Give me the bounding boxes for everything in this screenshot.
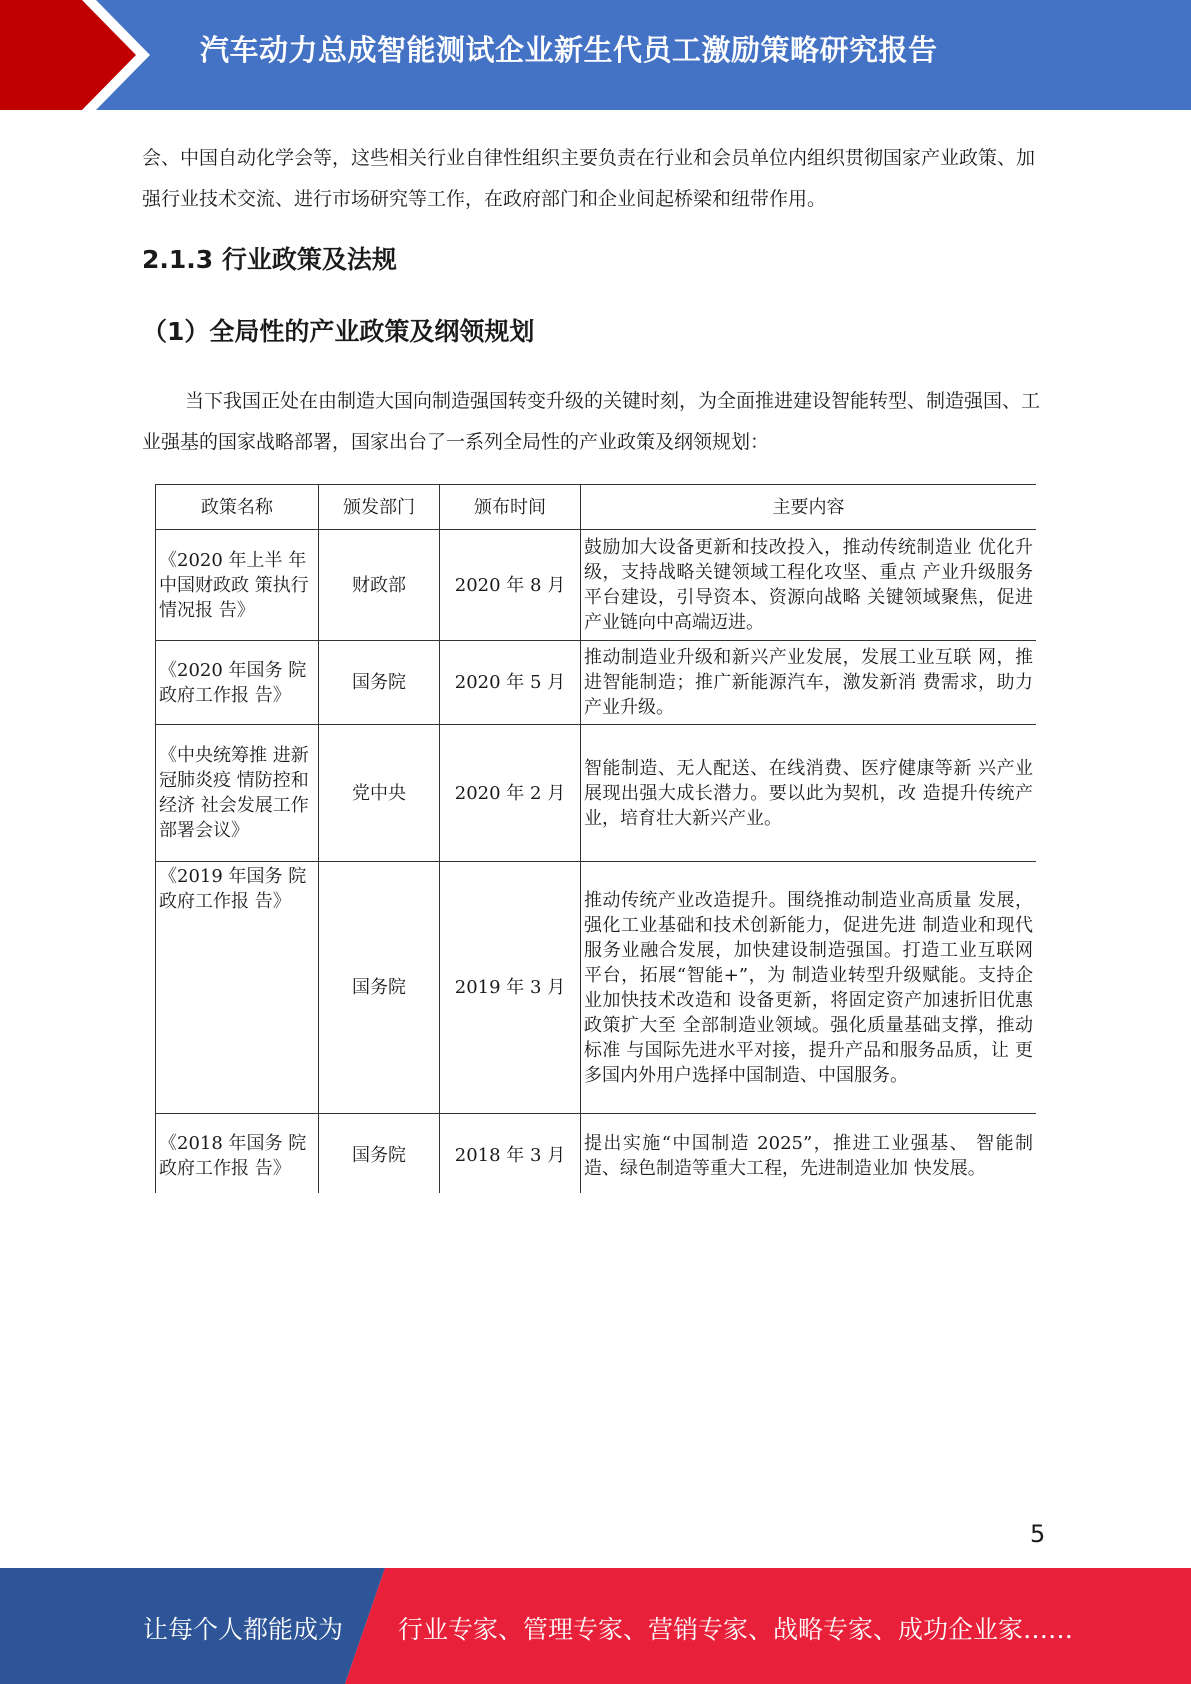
policy-table <box>155 484 1036 1193</box>
page-footer <box>0 1568 1191 1684</box>
column-header-dept: 颁发部门 <box>319 485 440 530</box>
policy-dept-cell: 国务院 <box>319 641 440 725</box>
column-header-name: 政策名称 <box>156 485 319 530</box>
policy-content-cell: 推动传统产业改造提升。围绕推动制造业高质量 发展，强化工业基础和技术创新能力，促进先进 制造业和现代服务业融合发展，加快建设制造强国。打造工业互联网平台，拓展“智能+”，为 制造业转型升级赋能。支持企业加快技术改造和 设备更新，将固定资产加速折旧优惠政策扩大至 全部制造业领域。强化质量基础支撑，推动标准 与国际先进水平对接，提升产品和服务品质，让 更多国内外用户选择中国制造、中国服务。 <box>581 862 1037 1114</box>
policy-content-cell: 智能制造、无人配送、在线消费、医疗健康等新 兴产业展现出强大成长潜力。要以此为契机，改 造提升传统产业，培育壮大新兴产业。 <box>581 725 1037 862</box>
policy-table-wrapper <box>155 484 1036 1193</box>
policy-content-cell: 推动制造业升级和新兴产业发展，发展工业互联 网，推进智能制造；推广新能源汽车，激发新消 费需求，助力产业升级。 <box>581 641 1037 725</box>
table-row <box>156 641 1037 725</box>
footer-slogan-right: 行业专家、管理专家、营销专家、战略专家、成功企业家…… <box>398 1615 1074 1644</box>
report-title: 汽车动力总成智能测试企业新生代员工激励策略研究报告 <box>200 33 938 67</box>
policy-date-cell: 2019 年 3 月 <box>440 862 581 1114</box>
section-heading: 2.1.3 行业政策及法规 <box>142 245 397 274</box>
policy-name-cell: 《2018 年国务 院政府工作报 告》 <box>156 1114 319 1194</box>
policy-dept-cell: 国务院 <box>319 862 440 1114</box>
policy-dept-cell: 财政部 <box>319 530 440 641</box>
policy-name-cell: 《2019 年国务 院政府工作报 告》 <box>156 862 319 1114</box>
table-row <box>156 862 1037 1114</box>
policy-date-cell: 2018 年 3 月 <box>440 1114 581 1194</box>
table-row <box>156 1114 1037 1194</box>
policy-dept-cell: 党中央 <box>319 725 440 862</box>
page-number: 5 <box>1030 1520 1046 1548</box>
page-header <box>0 0 1191 110</box>
policy-name-cell: 《中央统筹推 进新冠肺炎疫 情防控和经济 社会发展工作 部署会议》 <box>156 725 319 862</box>
body-paragraph: 当下我国正处在由制造大国向制造强国转变升级的关键时刻，为全面推进建设智能转型、制造强国、工业强基的国家战略部署，国家出台了一系列全局性的产业政策及纲领规划： <box>142 390 1041 453</box>
policy-date-cell: 2020 年 5 月 <box>440 641 581 725</box>
policy-content-cell: 鼓励加大设备更新和技改投入，推动传统制造业 优化升级，支持战略关键领域工程化攻坚、重点 产业升级服务平台建设，引导资本、资源向战略 关键领域聚焦，促进产业链向中高端迈进。 <box>581 530 1037 641</box>
footer-slogan-left: 让每个人都能成为 <box>143 1615 344 1644</box>
policy-date-cell: 2020 年 8 月 <box>440 530 581 641</box>
table-row <box>156 725 1037 862</box>
policy-date-cell: 2020 年 2 月 <box>440 725 581 862</box>
table-row <box>156 530 1037 641</box>
subsection-heading: （1）全局性的产业政策及纲领规划 <box>142 317 535 346</box>
policy-name-cell: 《2020 年国务 院政府工作报 告》 <box>156 641 319 725</box>
column-header-content: 主要内容 <box>581 485 1037 530</box>
column-header-date: 颁布时间 <box>440 485 581 530</box>
policy-dept-cell: 国务院 <box>319 1114 440 1194</box>
policy-name-cell: 《2020 年上半 年中国财政政 策执行情况报 告》 <box>156 530 319 641</box>
policy-content-cell: 提出实施“中国制造 2025”，推进工业强基、 智能制造、绿色制造等重大工程，先进制造业加 快发展。 <box>581 1114 1037 1194</box>
table-header-row <box>156 485 1037 530</box>
intro-paragraph: 会、中国自动化学会等，这些相关行业自律性组织主要负责在行业和会员单位内组织贯彻国家产业政策、加强行业技术交流、进行市场研究等工作，在政府部门和企业间起桥梁和纽带作用。 <box>142 147 1036 210</box>
